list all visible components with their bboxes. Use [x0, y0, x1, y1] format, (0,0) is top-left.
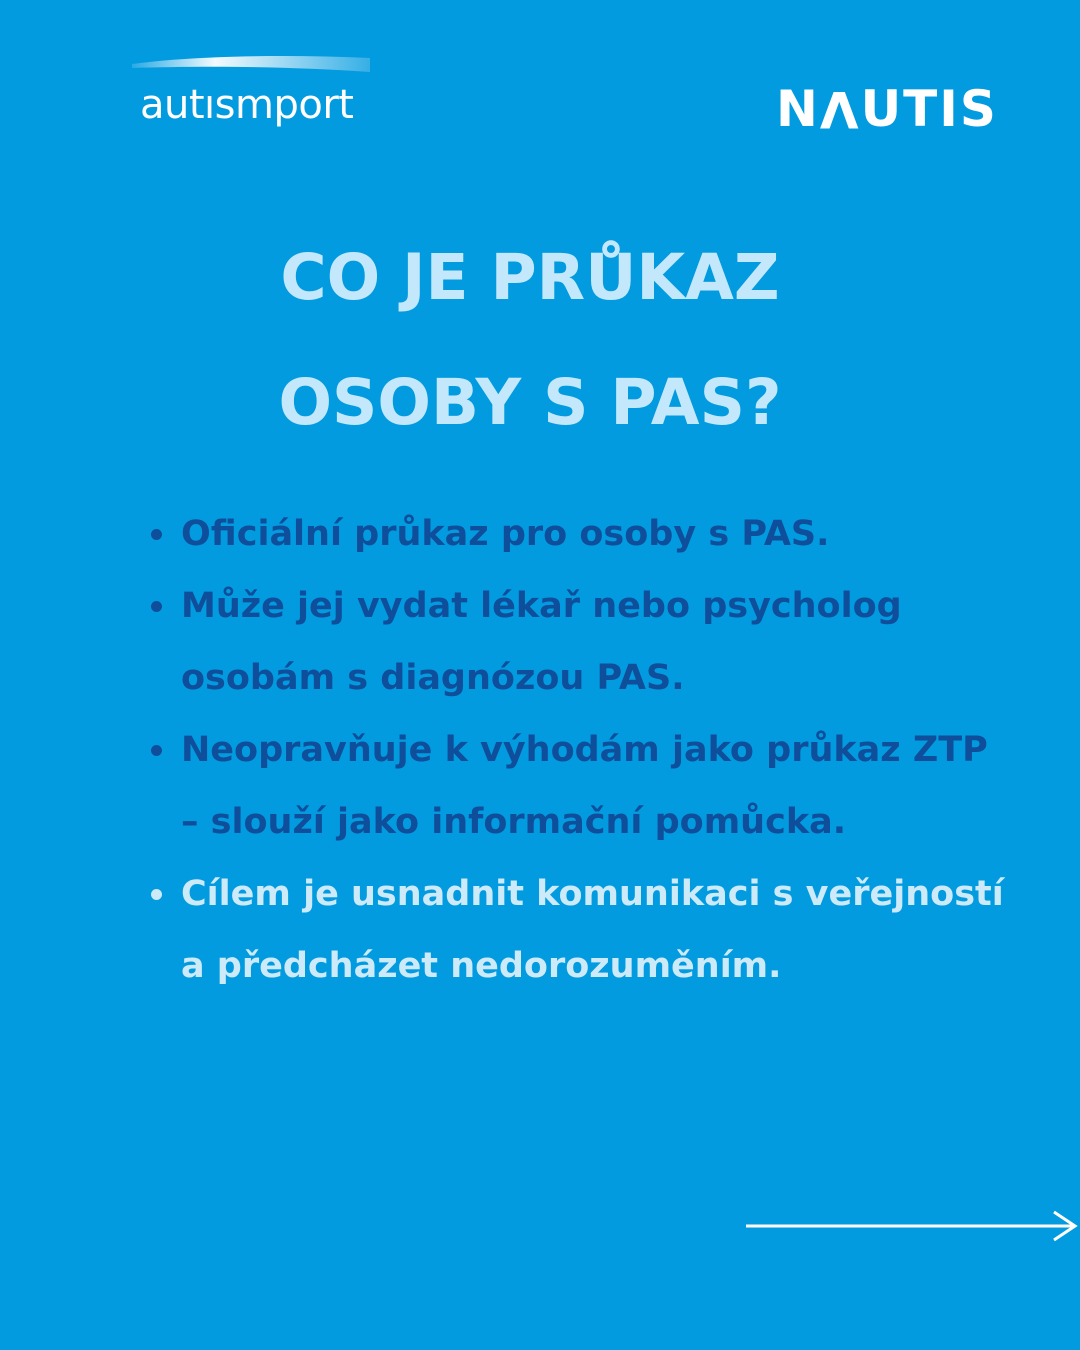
autismport-logo	[132, 52, 372, 132]
nautis-logo-part: N	[776, 80, 820, 138]
bullet-item: Neopravňuje k výhodám jako průkaz ZTP – slouží jako informační pomůcka.	[145, 714, 1015, 858]
bullet-item: Cílem je usnadnit komunikaci s veřejností a předcházet nedorozuměním.	[145, 858, 1015, 1002]
arrow-right-icon[interactable]	[744, 1208, 1080, 1244]
bullet-list	[145, 498, 1015, 1002]
title-line-1: CO JE PRŮKAZ	[280, 241, 780, 314]
bullet-item: Může jej vydat lékař nebo psycholog osobám s diagnózou PAS.	[145, 570, 1015, 714]
nautis-logo-part: V	[819, 80, 861, 138]
autismport-wordmark: autısmport	[140, 82, 354, 128]
bullet-item: Oficiální průkaz pro osoby s PAS.	[145, 498, 1015, 570]
nautis-logo	[776, 80, 998, 138]
title-line-2: OSOBY S PAS?	[278, 366, 782, 439]
nautis-logo-part: UTIS	[860, 80, 998, 138]
swoosh-icon	[132, 52, 372, 78]
page-title	[0, 215, 1060, 465]
